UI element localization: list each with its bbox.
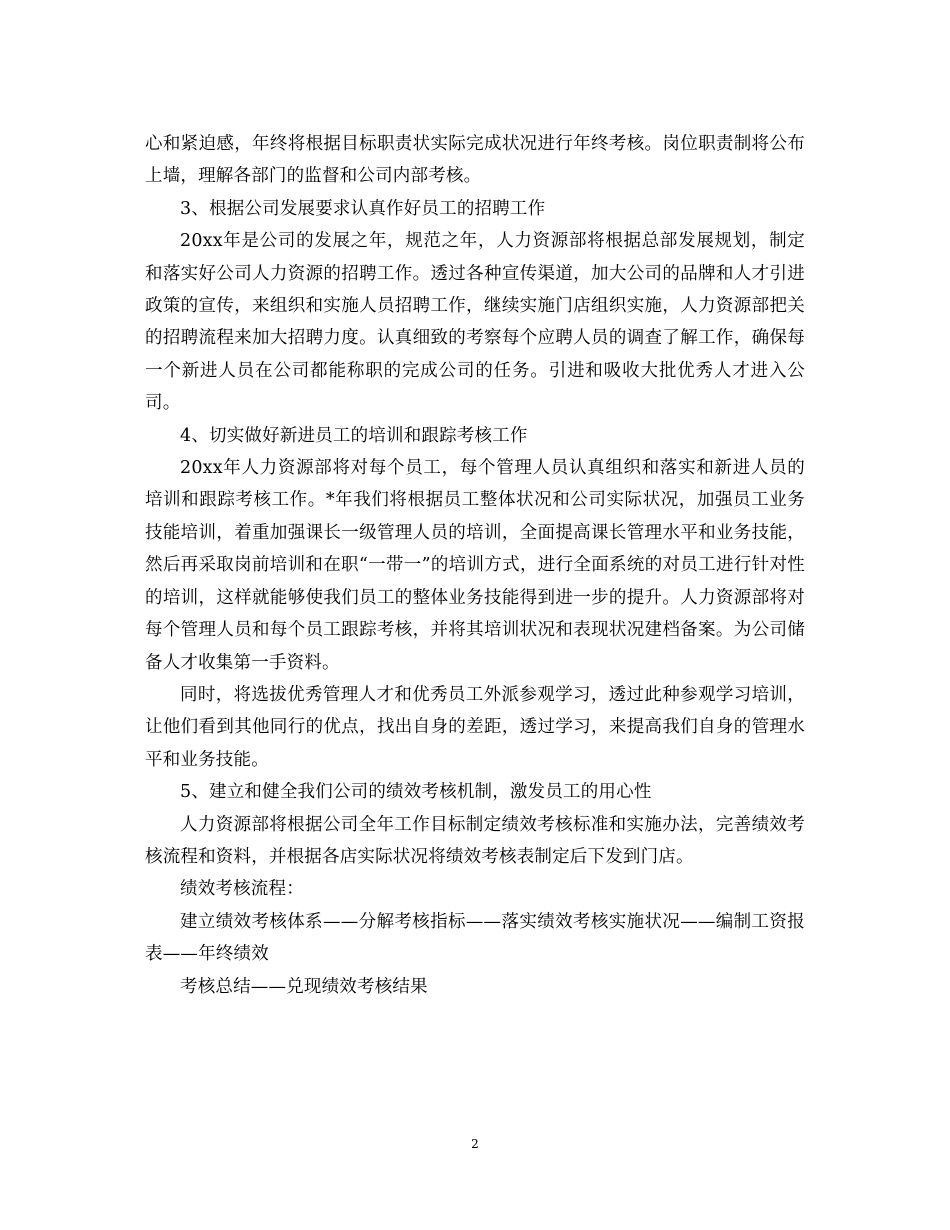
document-body [145, 128, 805, 1003]
section-heading-3: 3、根据公司发展要求认真作好员工的招聘工作 [180, 198, 546, 219]
process-steps: 建立绩效考核体系——分解考核指标——落实绩效考核实施状况——编制工资报表——年终绩效 [145, 911, 805, 965]
paragraph-training: 20xx年人力资源部将对每个员工，每个管理人员认真组织和落实和新进人员的培训和跟踪考核工作。*年我们将根据员工整体状况和公司实际状况，加强员工业务技能培训，着重加强课长一级管理人员的培训，全面提高课长管理水平和业务技能，然后再采取岗前培训和在职“一带一”的培训方式，进行全面系统的对员工进行针对性的培训，这样就能够使我们员工的整体业务技能得到进一步的提升。人力资源部将对每个管理人员和每个员工跟踪考核，并将其培训状况和表现状况建档备案。为公司储备人才收集第一手资料。 [145, 458, 805, 673]
section-heading-5: 5、建立和健全我们公司的绩效考核机制，激发员工的用心性 [180, 782, 652, 803]
section-heading-4: 4、切实做好新进员工的培训和跟踪考核工作 [180, 425, 528, 446]
process-label: 绩效考核流程： [180, 879, 304, 900]
paragraph-recruitment: 20xx年是公司的发展之年，规范之年，人力资源部将根据总部发展规划，制定和落实好公司人力资源的招聘工作。透过各种宣传渠道，加大公司的品牌和人才引进政策的宣传，来组织和实施人员招聘工作，继续实施门店组织实施，人力资源部把关的招聘流程来加大招聘力度。认真细致的考察每个应聘人员的调查了解工作，确保每一个新进人员在公司都能称职的完成公司的任务。引进和吸收大批优秀人才进入公司。 [145, 231, 805, 414]
paragraph-continuation: 心和紧迫感，年终将根据目标职责状实际完成状况进行年终考核。岗位职责制将公布上墙，理解各部门的监督和公司内部考核。 [145, 134, 805, 187]
paragraph-performance: 人力资源部将根据公司全年工作目标制定绩效考核标准和实施办法，完善绩效考核流程和资料，并根据各店实际状况将绩效考核表制定后下发到门店。 [145, 814, 805, 867]
paragraph-external-study: 同时，将选拔优秀管理人才和优秀员工外派参观学习，透过此种参观学习培训，让他们看到其他同行的优点，找出自身的差距，透过学习，来提高我们自身的管理水平和业务技能。 [145, 684, 805, 770]
process-steps-end: 考核总结——兑现绩效考核结果 [180, 976, 428, 997]
page-number: 2 [471, 1137, 479, 1151]
